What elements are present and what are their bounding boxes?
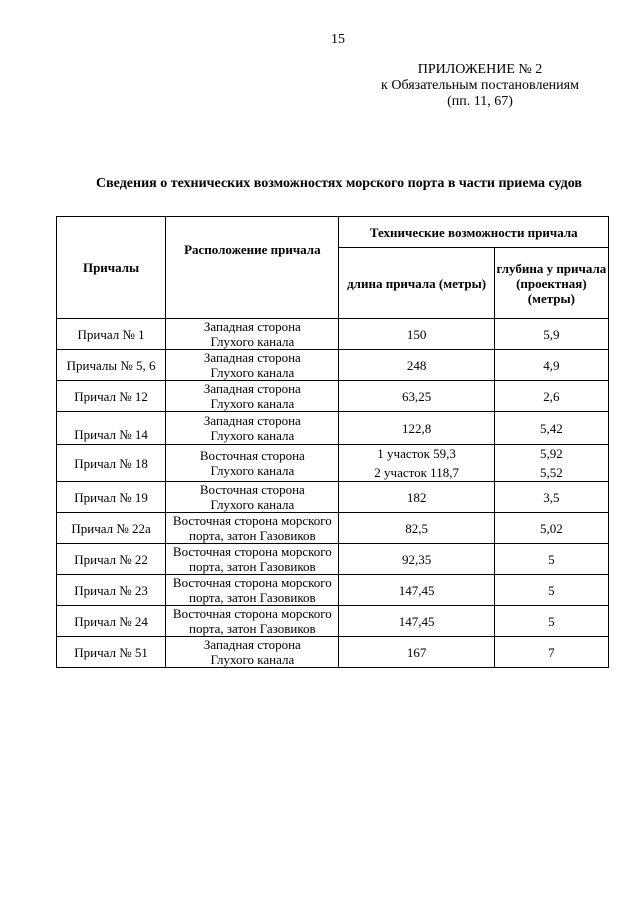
table-row bbox=[57, 482, 609, 513]
appendix-title: ПРИЛОЖЕНИЕ № 2 bbox=[417, 62, 543, 77]
berth-depth: 4,9 bbox=[494, 350, 608, 381]
header-berths: Причалы bbox=[57, 217, 166, 319]
berth-depth: 2,6 bbox=[494, 381, 608, 412]
berth-length: 248 bbox=[339, 350, 494, 381]
berth-name: Причал № 22а bbox=[57, 513, 166, 544]
header-tech-capabilities: Технические возможности причала bbox=[339, 217, 609, 248]
berth-name: Причал № 12 bbox=[57, 381, 166, 412]
berth-depth: 5,42 bbox=[494, 412, 608, 445]
table-row bbox=[57, 412, 609, 445]
berth-location: Восточная сторона морского порта, затон Газовиков bbox=[166, 606, 339, 637]
berth-location: Восточная сторона Глухого канала bbox=[166, 445, 339, 482]
berths-table bbox=[56, 216, 609, 668]
table-row bbox=[57, 513, 609, 544]
berth-length: 63,25 bbox=[339, 381, 494, 412]
berth-name: Причал № 23 bbox=[57, 575, 166, 606]
berth-length: 92,35 bbox=[339, 544, 494, 575]
berth-location: Восточная сторона морского порта, затон Газовиков bbox=[166, 575, 339, 606]
table-row bbox=[57, 637, 609, 668]
berth-location: Восточная сторона Глухого канала bbox=[166, 482, 339, 513]
berth-name: Причал № 18 bbox=[57, 445, 166, 482]
berth-length: 82,5 bbox=[339, 513, 494, 544]
berth-depth bbox=[494, 445, 608, 482]
berth-location: Восточная сторона морского порта, затон Газовиков bbox=[166, 513, 339, 544]
header-depth: глубина у причала (проектная) (метры) bbox=[494, 248, 608, 319]
berth-name: Причал № 14 bbox=[57, 412, 166, 445]
berth-length: 147,45 bbox=[339, 606, 494, 637]
berth-name: Причал № 19 bbox=[57, 482, 166, 513]
berth-length: 150 bbox=[339, 319, 494, 350]
berth-location: Западная сторона Глухого канала bbox=[166, 319, 339, 350]
table-row bbox=[57, 319, 609, 350]
berth-name: Причал № 51 bbox=[57, 637, 166, 668]
berth-depth-section-1: 5,92 bbox=[540, 446, 563, 461]
berth-depth: 7 bbox=[494, 637, 608, 668]
berth-name: Причалы № 5, 6 bbox=[57, 350, 166, 381]
table-row bbox=[57, 350, 609, 381]
berth-length: 182 bbox=[339, 482, 494, 513]
berth-name: Причал № 1 bbox=[57, 319, 166, 350]
berth-length: 167 bbox=[339, 637, 494, 668]
berth-location: Западная сторона Глухого канала bbox=[166, 412, 339, 445]
appendix-subtitle: к Обязательным постановлениям bbox=[381, 78, 579, 93]
berth-depth: 3,5 bbox=[494, 482, 608, 513]
berth-length: 147,45 bbox=[339, 575, 494, 606]
berth-location: Западная сторона Глухого канала bbox=[166, 381, 339, 412]
header-location: Расположение причала bbox=[166, 217, 339, 319]
berth-name: Причал № 22 bbox=[57, 544, 166, 575]
table-row bbox=[57, 381, 609, 412]
table-row bbox=[57, 575, 609, 606]
document-title: Сведения о технических возможностях морского порта в части приема судов bbox=[96, 176, 582, 191]
berth-length: 122,8 bbox=[339, 412, 494, 445]
page-number: 15 bbox=[331, 32, 345, 47]
berth-length-section-2: 2 участок 118,7 bbox=[374, 465, 459, 480]
berth-depth: 5 bbox=[494, 575, 608, 606]
berth-depth-section-2: 5,52 bbox=[540, 465, 563, 480]
table-row bbox=[57, 544, 609, 575]
berth-depth: 5,02 bbox=[494, 513, 608, 544]
berth-length-section-1: 1 участок 59,3 bbox=[377, 446, 456, 461]
appendix-reference: (пп. 11, 67) bbox=[447, 94, 513, 109]
berth-location: Западная сторона Глухого канала bbox=[166, 350, 339, 381]
table-row bbox=[57, 606, 609, 637]
berth-location: Восточная сторона морского порта, затон Газовиков bbox=[166, 544, 339, 575]
berth-depth: 5 bbox=[494, 544, 608, 575]
berth-depth: 5 bbox=[494, 606, 608, 637]
table-row bbox=[57, 445, 609, 482]
berth-name: Причал № 24 bbox=[57, 606, 166, 637]
appendix-header bbox=[360, 62, 600, 110]
header-length: длина причала (метры) bbox=[339, 248, 494, 319]
berth-length bbox=[339, 445, 494, 482]
berth-depth: 5,9 bbox=[494, 319, 608, 350]
berth-location: Западная сторона Глухого канала bbox=[166, 637, 339, 668]
